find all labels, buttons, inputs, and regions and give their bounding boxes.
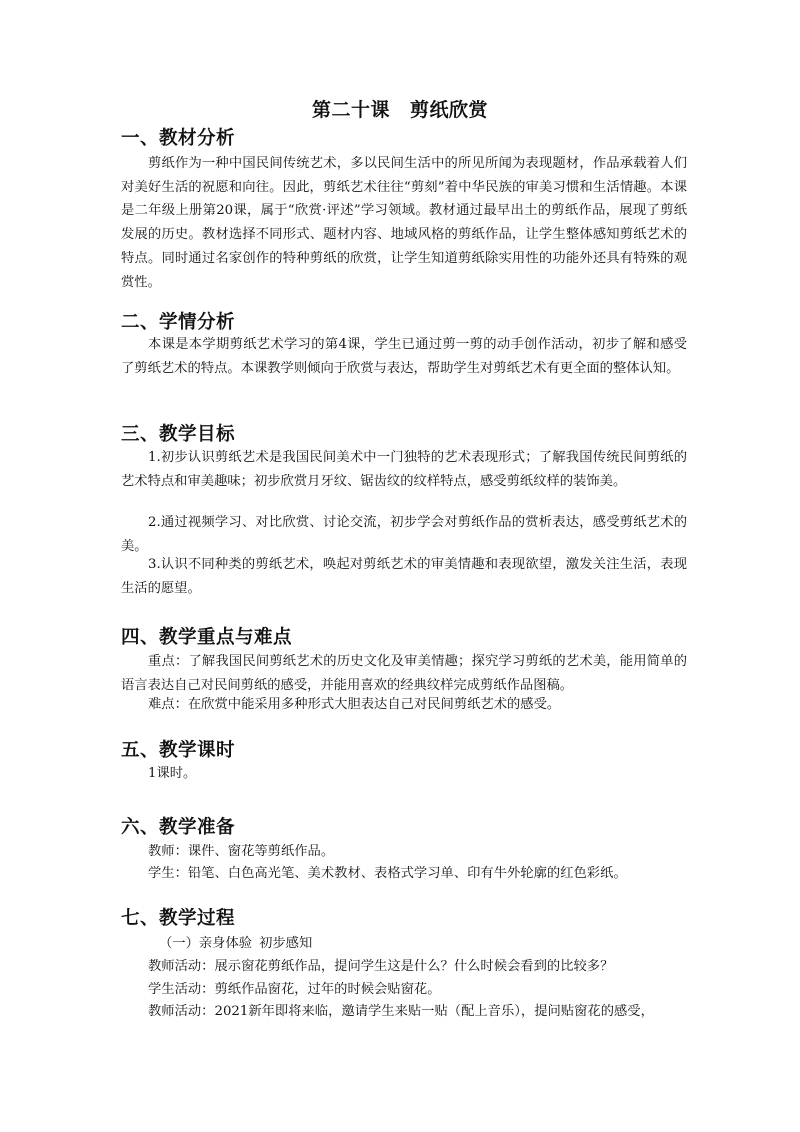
process-subheading-part2: 初步感知	[259, 936, 313, 951]
key-point: 重点：了解我国民间剪纸艺术的历史文化及审美情趣；探究学习剪纸的艺术美，能用简单的语言表达自己对民间剪纸的感受，并能用喜欢的经典纹样完成剪纸作品图稿。	[121, 654, 687, 693]
section-heading-teaching-process: 七、教学过程	[121, 908, 236, 929]
goal-item-2: 2.通过视频学习、对比欣赏、讨论交流，初步学会对剪纸作品的赏析表达，感受剪纸艺术的美。	[121, 515, 687, 554]
section-heading-key-points: 四、教学重点与难点	[121, 627, 293, 648]
process-subheading-part1: （一）亲身体验	[159, 936, 253, 951]
section-heading-preparation: 六、教学准备	[121, 817, 236, 838]
student-preparation: 学生：铅笔、白色高光笔、美术教材、表格式学习单、印有牛外轮廓的红色彩纸。	[148, 866, 627, 881]
section-heading-class-hours: 五、教学课时	[121, 740, 236, 761]
lesson-number: 第二十课	[311, 99, 390, 121]
section-heading-material-analysis: 一、教材分析	[121, 128, 236, 149]
lesson-name: 剪纸欣赏	[410, 99, 489, 121]
teacher-preparation: 教师：课件、窗花等剪纸作品。	[148, 844, 335, 859]
lesson-title	[0, 97, 800, 123]
difficult-point: 难点：在欣赏中能采用多种形式大胆表达自己对民间剪纸艺术的感受。	[148, 697, 561, 712]
goal-item-3: 3.认识不同种类的剪纸艺术，唤起对剪纸艺术的审美情趣和表现欲望，激发关注生活，表现生活的愿望。	[121, 557, 687, 596]
goal-item-1: 1.初步认识剪纸艺术是我国民间美术中一门独特的艺术表现形式；了解我国传统民间剪纸的艺术特点和审美趣味；初步欣赏月牙纹、锯齿纹的纹样特点，感受剪纸纹样的装饰美。	[121, 450, 687, 489]
teacher-activity: 教师活动：2021新年即将来临，邀请学生来贴一贴（配上音乐），提问贴窗花的感受，	[148, 1004, 654, 1019]
section-paragraph: 剪纸作为一种中国民间传统艺术，多以民间生活中的所见所闻为表现题材，作品承载着人们对美好生活的祝愿和向往。因此，剪纸艺术往往“剪刻”着中华民族的审美习惯和生活情趣。本课是二年级上册第20课，属于“欣赏·评述”学习领域。教材通过最早出土的剪纸作品，展现了剪纸发展的历史。教材选择不同形式、题材内容、地域风格的剪纸作品，让学生整体感知剪纸艺术的特点。同时通过名家创作的特种剪纸的欣赏，让学生知道剪纸除实用性的功能外还具有特殊的观赏性。	[121, 156, 687, 290]
process-subheading	[121, 932, 687, 956]
teacher-activity: 教师活动：展示窗花剪纸作品，提问学生这是什么？什么时候会看到的比较多？	[148, 959, 614, 974]
section-paragraph: 本课是本学期剪纸艺术学习的第4课，学生已通过剪一剪的动手创作活动，初步了解和感受了剪纸艺术的特点。本课教学则倾向于欣赏与表达，帮助学生对剪纸艺术有更全面的整体认知。	[121, 337, 687, 376]
section-heading-student-analysis: 二、学情分析	[121, 312, 236, 333]
student-activity: 学生活动：剪纸作品窗花，过年的时候会贴窗花。	[148, 982, 441, 997]
section-heading-teaching-goals: 三、教学目标	[121, 424, 236, 445]
class-hours-value: 1课时。	[148, 766, 197, 781]
